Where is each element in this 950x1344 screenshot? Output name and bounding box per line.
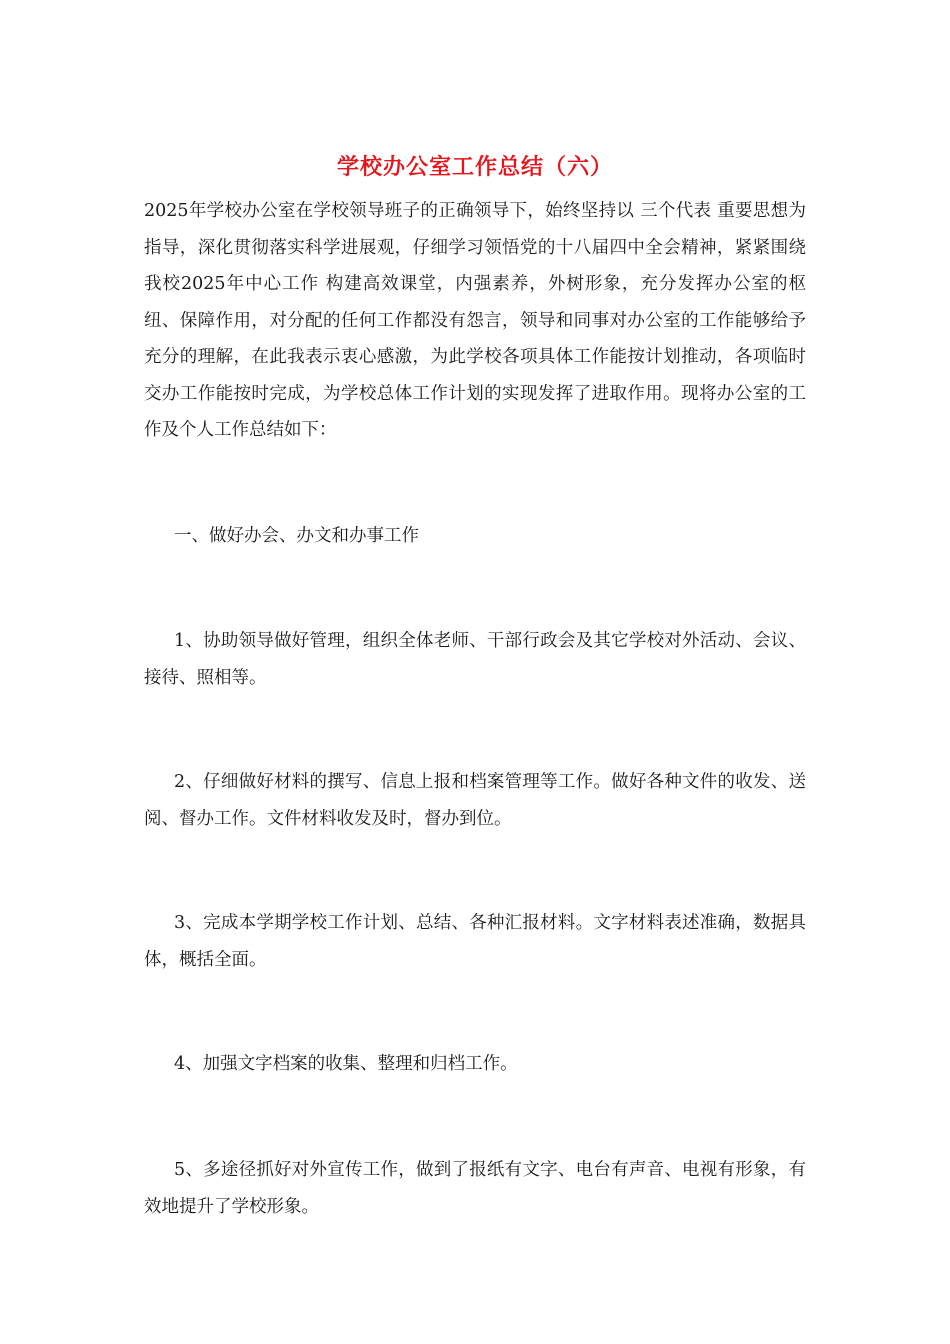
list-item-3: 3、完成本学期学校工作计划、总结、各种汇报材料。文字材料表述准确，数据具体，概括全面。 [144, 913, 806, 970]
list-item-4: 4、加强文字档案的收集、整理和归档工作。 [174, 1054, 518, 1074]
list-item-2: 2、仔细做好材料的撰写、信息上报和档案管理等工作。做好各种文件的收发、送阅、督办工作。文件材料收发及时，督办到位。 [144, 772, 806, 829]
document-title: 学校办公室工作总结（六） [336, 154, 613, 180]
list-item-5: 5、多途径抓好对外宣传工作，做到了报纸有文字、电台有声音、电视有形象，有效地提升了学校形象。 [144, 1160, 806, 1217]
intro-paragraph: 2025年学校办公室在学校领导班子的正确领导下，始终坚持以 三个代表 重要思想为指导，深化贯彻落实科学进展观，仔细学习领悟党的十八届四中全会精神，紧紧围绕我校2025年中心工作 构建高效课堂，内强素养，外树形象，充分发挥办公室的枢纽、保障作用，对分配的任何工作都没有怨言，领导和同事对办公室的工作能够给予充分的理解，在此我表示衷心感激，为此学校各项具体工作能按计划推动，各项临时交办工作能按时完成，为学校总体工作计划的实现发挥了进取作用。现将办公室的工作及个人工作总结如下： [144, 201, 806, 440]
list-item-1: 1、协助领导做好管理，组织全体老师、干部行政会及其它学校对外活动、会议、接待、照相等。 [144, 631, 806, 688]
section-heading: 一、做好办会、办文和办事工作 [174, 526, 419, 546]
